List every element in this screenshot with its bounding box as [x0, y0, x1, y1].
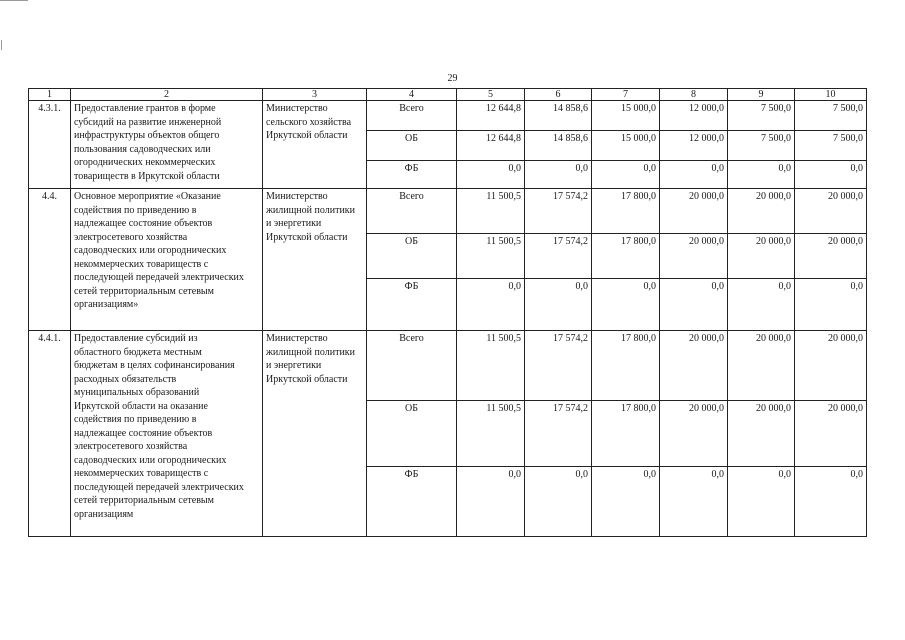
funding-type: ОБ — [367, 131, 457, 161]
page-number: 29 — [447, 73, 458, 84]
value-cell: 17 574,2 — [525, 189, 592, 234]
value-cell: 0,0 — [457, 467, 525, 537]
value-cell: 0,0 — [795, 279, 867, 331]
measure-description — [71, 331, 263, 537]
value-cell: 17 800,0 — [592, 401, 660, 467]
value-cell: 20 000,0 — [660, 401, 728, 467]
value-cell: 0,0 — [660, 161, 728, 189]
value-cell: 20 000,0 — [728, 401, 795, 467]
value-cell: 0,0 — [525, 467, 592, 537]
column-number: 7 — [592, 89, 660, 101]
value-cell: 20 000,0 — [728, 331, 795, 401]
value-cell: 0,0 — [592, 161, 660, 189]
measure-description — [71, 189, 263, 331]
table-row — [29, 331, 867, 401]
value-cell: 0,0 — [728, 161, 795, 189]
executor-text: Министерство жилищной политики и энергетики Иркутской области — [266, 191, 355, 243]
value-cell: 20 000,0 — [660, 234, 728, 279]
column-number: 6 — [525, 89, 592, 101]
value-cell: 0,0 — [525, 279, 592, 331]
value-cell: 0,0 — [728, 467, 795, 537]
measure-description-text: Предоставление субсидий из областного бюджета местным бюджетам в целях софинансирования расходных обязательств муниципальных образований Иркутской области на оказание содействия по приведению в надлежащее состояние объектов электросетевого хозяйства садоводческих или огороднических некоммерческих товариществ с последующей передачей электрических сетей территориальным сетевым организациям — [74, 333, 244, 520]
column-number: 3 — [263, 89, 367, 101]
funding-type: Всего — [367, 189, 457, 234]
value-cell: 14 858,6 — [525, 101, 592, 131]
value-cell: 17 574,2 — [525, 401, 592, 467]
value-cell: 0,0 — [660, 279, 728, 331]
value-cell: 12 644,8 — [457, 131, 525, 161]
measure-description-text: Предоставление грантов в форме субсидий на развитие инженерной инфраструктуры объектов общего пользования садоводческих или огороднических некоммерческих товариществ в Иркутской области — [74, 103, 222, 182]
value-cell: 11 500,5 — [457, 234, 525, 279]
funding-type: ОБ — [367, 234, 457, 279]
table-row — [29, 101, 867, 131]
value-cell: 20 000,0 — [660, 331, 728, 401]
value-cell: 20 000,0 — [728, 234, 795, 279]
value-cell: 20 000,0 — [795, 401, 867, 467]
executor-text: Министерство жилищной политики и энергетики Иркутской области — [266, 333, 355, 385]
value-cell: 14 858,6 — [525, 131, 592, 161]
value-cell: 7 500,0 — [728, 131, 795, 161]
funding-type: Всего — [367, 331, 457, 401]
scan-mark-top-left — [0, 0, 28, 1]
value-cell: 0,0 — [592, 279, 660, 331]
funding-type: ФБ — [367, 161, 457, 189]
column-number: 1 — [29, 89, 71, 101]
measure-code: 4.4.1. — [29, 331, 71, 537]
value-cell: 0,0 — [660, 467, 728, 537]
measure-description — [71, 101, 263, 189]
value-cell: 17 574,2 — [525, 331, 592, 401]
value-cell: 20 000,0 — [795, 189, 867, 234]
value-cell: 7 500,0 — [795, 131, 867, 161]
column-number: 5 — [457, 89, 525, 101]
value-cell: 0,0 — [795, 161, 867, 189]
value-cell: 20 000,0 — [795, 331, 867, 401]
value-cell: 0,0 — [457, 279, 525, 331]
value-cell: 11 500,5 — [457, 401, 525, 467]
value-cell: 7 500,0 — [795, 101, 867, 131]
value-cell: 12 644,8 — [457, 101, 525, 131]
value-cell: 0,0 — [457, 161, 525, 189]
column-number: 8 — [660, 89, 728, 101]
value-cell: 0,0 — [525, 161, 592, 189]
funding-type: ФБ — [367, 467, 457, 537]
measure-code: 4.3.1. — [29, 101, 71, 189]
value-cell: 17 574,2 — [525, 234, 592, 279]
executor — [263, 331, 367, 537]
value-cell: 0,0 — [728, 279, 795, 331]
funding-type: ОБ — [367, 401, 457, 467]
value-cell: 11 500,5 — [457, 189, 525, 234]
value-cell: 17 800,0 — [592, 234, 660, 279]
value-cell: 11 500,5 — [457, 331, 525, 401]
value-cell: 0,0 — [795, 467, 867, 537]
executor — [263, 101, 367, 189]
value-cell: 20 000,0 — [660, 189, 728, 234]
funding-type: Всего — [367, 101, 457, 131]
funding-type: ФБ — [367, 279, 457, 331]
measure-code: 4.4. — [29, 189, 71, 331]
value-cell: 15 000,0 — [592, 131, 660, 161]
value-cell: 17 800,0 — [592, 331, 660, 401]
value-cell: 7 500,0 — [728, 101, 795, 131]
scan-mark-left-edge — [1, 40, 2, 50]
column-number: 2 — [71, 89, 263, 101]
executor — [263, 189, 367, 331]
value-cell: 15 000,0 — [592, 101, 660, 131]
value-cell: 17 800,0 — [592, 189, 660, 234]
value-cell: 12 000,0 — [660, 131, 728, 161]
column-number: 9 — [728, 89, 795, 101]
column-number-row — [29, 89, 867, 101]
value-cell: 20 000,0 — [795, 234, 867, 279]
column-number: 4 — [367, 89, 457, 101]
measure-description-text: Основное мероприятие «Оказание содействия по приведению в надлежащее состояние объектов электросетевого хозяйства садоводческих или огороднических некоммерческих товариществ с последующей передачей электрических сетей территориальным сетевым организациям» — [74, 191, 244, 310]
value-cell: 0,0 — [592, 467, 660, 537]
table-row — [29, 189, 867, 234]
column-number: 10 — [795, 89, 867, 101]
budget-table — [28, 88, 867, 537]
value-cell: 20 000,0 — [728, 189, 795, 234]
executor-text: Министерство сельского хозяйства Иркутской области — [266, 103, 352, 141]
value-cell: 12 000,0 — [660, 101, 728, 131]
